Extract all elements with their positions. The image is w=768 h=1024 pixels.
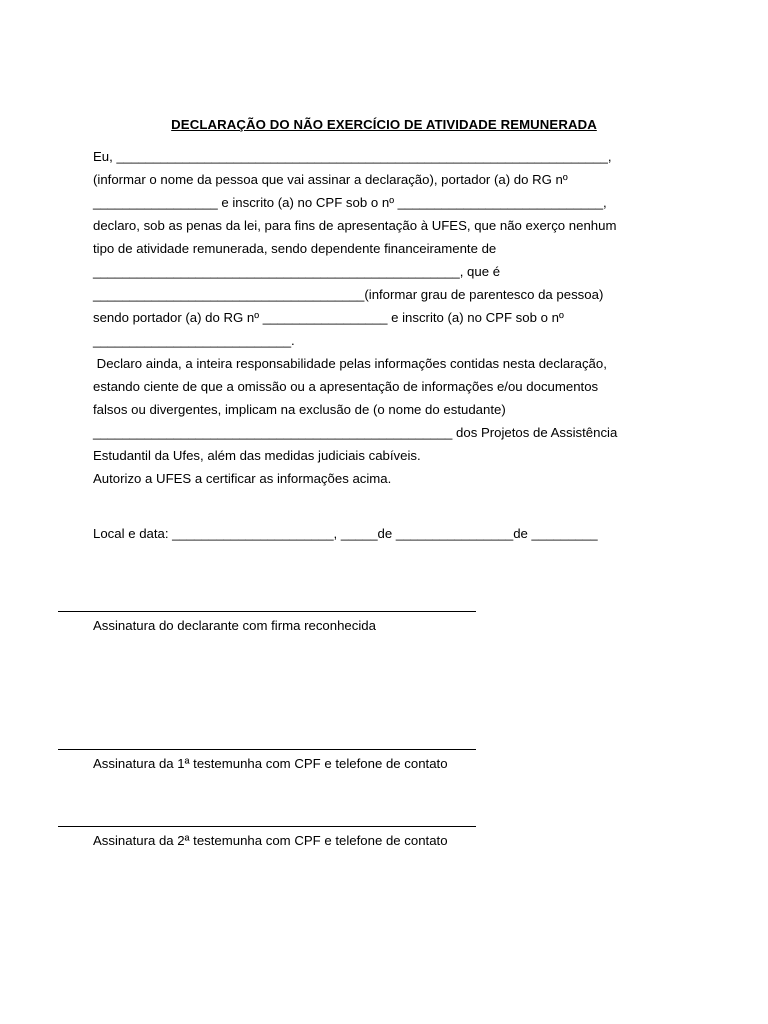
signature-label-witness-1: Assinatura da 1ª testemunha com CPF e telefone de contato [93,756,448,771]
body-line: _________________________________________________ dos Projetos de Assistência [93,425,618,440]
body-line: (informar o nome da pessoa que vai assinar a declaração), portador (a) do RG nº [93,172,568,187]
local-data-line: Local e data: ______________________, _____de ________________de _________ [93,526,598,541]
signature-line-declarant [58,611,476,612]
signature-label-witness-2: Assinatura da 2ª testemunha com CPF e telefone de contato [93,833,448,848]
signature-line-witness-2 [58,826,476,827]
document-title: DECLARAÇÃO DO NÃO EXERCÍCIO DE ATIVIDADE REMUNERADA [171,117,597,132]
body-line: _________________ e inscrito (a) no CPF sob o nº ____________________________, [93,195,607,210]
body-line: estando ciente de que a omissão ou a apresentação de informações e/ou documentos [93,379,599,394]
body-line: tipo de atividade remunerada, sendo dependente financeiramente de [93,241,497,256]
body-line: Eu, ___________________________________________________________________, [93,149,612,164]
body-line: Declaro ainda, a inteira responsabilidade pelas informações contidas nesta declaração, [93,356,607,371]
body-line: declaro, sob as penas da lei, para fins de apresentação à UFES, que não exerço nenhum [93,218,617,233]
body-line: __________________________________________________, que é [93,264,501,279]
body-line: falsos ou divergentes, implicam na exclusão de (o nome do estudante) [93,402,506,417]
body-line: ___________________________. [93,333,295,348]
signature-label-declarant: Assinatura do declarante com firma reconhecida [93,618,376,633]
body-line: sendo portador (a) do RG nº _________________ e inscrito (a) no CPF sob o nº [93,310,564,325]
body-line: _____________________________________(informar grau de parentesco da pessoa) [93,287,604,302]
body-line: Estudantil da Ufes, além das medidas judiciais cabíveis. [93,448,421,463]
signature-line-witness-1 [58,749,476,750]
body-line: Autorizo a UFES a certificar as informações acima. [93,471,392,486]
